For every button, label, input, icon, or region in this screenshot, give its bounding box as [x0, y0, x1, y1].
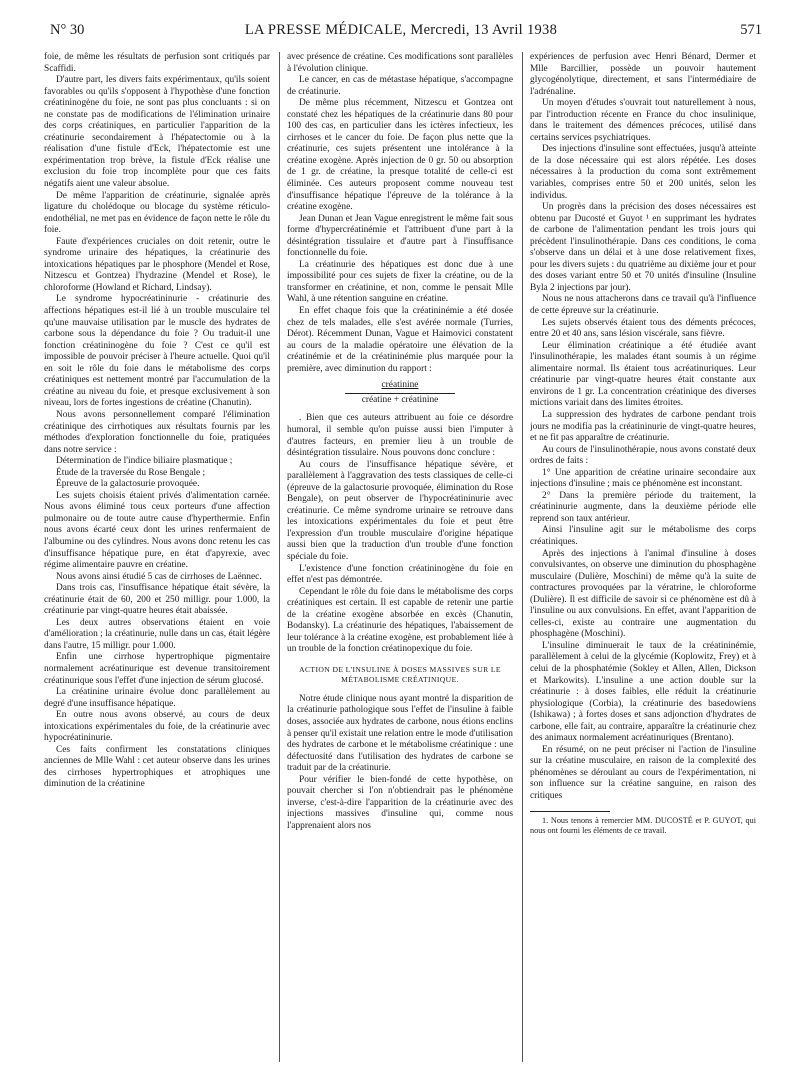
- paragraph: Pour vérifier le bien-fondé de cette hypothèse, on pouvait chercher si l'on n'obtiendrait pas le phénomène inverse, c'est-à-dire l'apparition de la créatinurie avec des injections massives d'insuline qui, comme nous l'apprenaient alors nos: [287, 774, 513, 831]
- text-column-2: [287, 52, 513, 1062]
- paragraph: Au cours de l'insulinothérapie, nous avons constaté deux ordres de faits :: [530, 444, 756, 467]
- ratio-formula: [287, 380, 513, 406]
- paragraph: Notre étude clinique nous ayant montré la disparition de la créatinurie pathologique sous l'effet de l'insuline à faible doses, associée aux hydrates de carbone, nous étions enclins à penser qu'il existait une relation entre le mode d'utilisation des hydrates de carbone et le métabolisme créatinique : une défectuosité dans l'utilisation des hydrates de carbone se traduit par de la créatinurie.: [287, 693, 513, 774]
- paragraph: Le syndrome hypocréatininurie - créatinurie des affections hépatiques est-il lié à un trouble musculaire tel qu'une mauvaise utilisation par le muscle des hydrates de carbone sous la dépendance du foie ? Ou traduit-il une fonction créatininogène du foie ? C'est ce qu'il est impossible de pouvoir préciser à l'heure actuelle. Quoi qu'il en soit le rôle du foie dans le métabolisme des corps créatiniques est nettement montré par l'accumulation de la créatine au niveau du foie, et presque exclusivement à son niveau, lors de fortes ingestions de créatine (Chanutin).: [44, 294, 270, 409]
- paragraph: Enfin une cirrhose hypertrophique pigmentaire normalement acréatinurique est devenue transitoirement créatinurique sous l'effet d'une injection de sérum glucosé.: [44, 652, 270, 686]
- paragraph: Faute d'expériences cruciales on doit retenir, outre le syndrome urinaire des hépatiques, la créatinurie des intoxications hépatiques par le phosphore (Mendel et Rose, Nitzescu et Gontzea) l'hydrazine (Mendel et Rose), le chloroforme (Howland et Richard, Lindsay).: [44, 236, 270, 293]
- paragraph: De même plus récemment, Nitzescu et Gontzea ont constaté chez les hépatiques de la créatinurie dans 80 pour 100 des cas, en particulier dans les ictères infectieux, les cirrhoses et le cancer du foie. De façon plus nette que la créatinurie, ces sujets présentent une intolérance à la créatine exogène. Après injection de 0 gr. 50 ou absorption de 1 gr. de créatine, la presque totalité de celle-ci est éliminée. Ces auteurs proposent comme nouveau test d'insuffisance hépatique l'épreuve de la tolérance à la créatine exogène.: [287, 98, 513, 213]
- paragraph: Cependant le rôle du foie dans le métabolisme des corps créatiniques est certain. Il est capable de retenir une partie de la créatine exogène absorbée en excès (Chanutin, Bodansky). La créatinurie des hépatiques, l'abaissement de leur tolérance à la créatine exogène, est probablement liée à un trouble de la fonction créatinopexique du foie.: [287, 586, 513, 655]
- paragraph: Nous avons personnellement comparé l'élimination créatinique des cirrhotiques aux résultats fournis par les méthodes d'exploration fonctionnelle du foie, pratiquées dans notre service :: [44, 409, 270, 455]
- paragraph: En résumé, on ne peut préciser ni l'action de l'insuline sur la créatine musculaire, en raison de la complexité des phénomènes se déroulant au cours de l'expérimentation, ni son influence sur la créatine sanguine, en raison des critiques: [530, 744, 756, 801]
- paragraph: La suppression des hydrates de carbone pendant trois jours ne modifia pas la créatininurie de vingt-quatre heures, et ne fit pas apparaître de créatinurie.: [530, 409, 756, 444]
- paragraph: La créatinine urinaire évolue donc parallèlement au degré d'une insuffisance hépatique.: [44, 687, 270, 709]
- footnote: 1. Nous tenons à remercier MM. DUCOSTÉ et P. GUYOT, qui nous ont fourni les éléments de ce travail.: [530, 815, 756, 835]
- paragraph: L'existence d'une fonction créatininogène du foie en effet n'est pas démontrée.: [287, 563, 513, 586]
- paragraph: De même l'apparition de créatinurie, signalée après ligature du cholédoque ou blocage du système réticulo-endothélial, ne met pas en évidence de façon nette le rôle du foie.: [44, 190, 270, 236]
- paragraph: En effet chaque fois que la créatininémie a été dosée chez de tels malades, elle s'est avérée normale (Turries, Dérot). Récemment Dunan, Vague et Haimovici constatent au cours de la maladie opératoire une élévation de la créatinémie et de la créatininémie plus marquée pour la première, avec diminution du rapport :: [287, 306, 513, 374]
- paragraph: foie, de même les résultats de perfusion sont critiqués par Scaffidi.: [44, 52, 270, 74]
- paragraph: En outre nous avons observé, au cours de deux intoxications expérimentales du foie, de la créatinurie avec hypocréatininurie.: [44, 710, 270, 744]
- paragraph: Un moyen d'études s'ouvrait tout naturellement à nous, par l'introduction récente en France du choc insulinique, dans le traitement des démences précoces, utilisé dans certains services psychiatriques.: [530, 98, 756, 143]
- paragraph: Nous ne nous attacherons dans ce travail qu'à l'influence de cette épreuve sur la créatinurie.: [530, 294, 756, 317]
- paragraph: Le cancer, en cas de métastase hépatique, s'accompagne de créatinurie.: [287, 75, 513, 97]
- paragraph: Les sujets choisis étaient privés d'alimentation carnée. Nous avons éliminé tous ceux porteurs d'une affection pulmonaire ou de toute autre cause d'hyperthermie. Enfin nous avons écarté ceux dont les urines renfermaient de l'albumine ou des cylindres. Nous avons donc retenu les cas d'insuffisance hépatique pure, en état d'apyrexie, avec régime alimentaire pauvre en créatine.: [44, 490, 270, 571]
- paragraph: Étude de la traversée du Rose Bengale ;: [56, 467, 206, 478]
- column-divider: [522, 52, 523, 1062]
- paragraph: Ainsi l'insuline agit sur le métabolisme des corps créatiniques.: [530, 525, 756, 547]
- paragraph: Ces faits confirment les constatations cliniques anciennes de Mlle Wahl : cet auteur observe dans les urines des cirrhoses hypertrophiques et atrophiques une diminution de la créatinine: [44, 744, 270, 790]
- text-column-1: [44, 52, 270, 1062]
- paragraph: Dans trois cas, l'insuffisance hépatique était sévère, la créatinurie était de 60, 200 et 250 milligr. pour 1.000, la créatinurie par vingt-quatre heures était abaissée.: [44, 583, 270, 617]
- paragraph: . Bien que ces auteurs attribuent au foie ce désordre humoral, il semble qu'on puisse aussi bien l'imputer à d'autres facteurs, en premier lieu à un trouble de désintégration tissulaire. Nous pouvons donc conclure :: [287, 413, 513, 459]
- formula-denominator: créatine + créatinine: [345, 393, 455, 407]
- paragraph: D'autre part, les divers faits expérimentaux, qu'ils soient favorables ou qu'ils s'opposent à l'hypothèse d'une fonction créatininogène du foie, ne sont pas plus concluants : si on ne constate pas de modifications de l'élimination urinaire des corps créatiniques, en particulier l'apparition de la créatinurie secondairement à l'hépatectomie ou à la réalisation d'une fistule d'Eck, l'hépatectomie est une expérimentation trop brève, la fistule d'Eck réalise une exclusion du foie trop incomplète pour que ces faits négatifs aient une valeur absolue.: [44, 75, 270, 190]
- paragraph: Des injections d'insuline sont effectuées, jusqu'à atteinte de la dose nécessaire qui est alors répétée. Les doses nécessaires à la production du coma sont extrêmement variables, comprises entre 50 et 200 unités, selon les individus.: [530, 144, 756, 201]
- section-heading: ACTION DE L'INSULINE À DOSES MASSIVES SUR LE MÉTABOLISME CRÉATINIQUE.: [299, 664, 501, 684]
- paragraph: avec présence de créatine. Ces modifications sont parallèles à l'évolution clinique.: [287, 52, 513, 74]
- running-header: [40, 22, 762, 44]
- paragraph: La créatinurie des hépatiques est donc due à une impossibilité pour ces sujets de fixer la créatine, ou de la transformer en créatinine, et non, comme le pensait Mlle Wahl, à une rétention sanguine en créatine.: [287, 259, 513, 305]
- paragraph: Les deux autres observations étaient en voie d'amélioration ; la créatinurie, nulle dans un cas, était légère dans l'autre, 15 milligr. pour 1.000.: [44, 617, 270, 651]
- paragraph: Nous avons ainsi étudié 5 cas de cirrhoses de Laënnec.: [56, 571, 262, 582]
- formula-numerator: créatinine: [381, 380, 419, 391]
- paragraph: Un progrès dans la précision des doses nécessaires est obtenu par Ducosté et Guyot ¹ en supprimant les hydrates de carbone de l'alimentation pendant les trois jours qui précèdent l'insulinothérapie. Dans ces conditions, le coma s'observe dans un délai et à une dose relativement fixes, pour les divers sujets : du quatrième au dixième jour et pour des doses variant entre 50 et 70 unités d'insuline (Insuline Byla 2 injections par jour).: [530, 202, 756, 293]
- paragraph: Détermination de l'indice biliaire plasmatique ;: [56, 456, 233, 467]
- paragraph: Après des injections à l'animal d'insuline à doses convulsivantes, on observe une diminution du phosphagène musculaire (Dulière, Moschini) de même qu'à la suite de contractures provoquées par la vératrine, le chloroforme (Dulière). Il est difficile de savoir si ce phénomène est dû à l'insuline ou aux convulsions. En effet, avant l'apparition de celles-ci, existe au contraire une augmentation du phosphagène (Moschini).: [530, 548, 756, 640]
- text-column-3: [530, 52, 756, 1062]
- paragraph: 1° Une apparition de créatine urinaire secondaire aux injections d'insuline ; mais ce phénomène est inconstant.: [530, 467, 756, 490]
- journal-title: LA PRESSE MÉDICALE, Mercredi, 13 Avril 1938: [244, 22, 558, 38]
- page-number: 571: [740, 22, 762, 38]
- paragraph: L'insuline diminuerait le taux de la créatininémie, parallèlement à celui de la glycémie (Koplowitz, Frey) et à celui de la phosphatémie (Sokley et Allen, Allen, Dickson et Markowits). L'insuline a une action double sur la créatinurie : à doses faibles, elle réduit la créatinurie physiologique (Corbia), la créatinurie des basedowiens (Ishikawa) ; à fortes doses et sans adjonction d'hydrates de carbone, elle fait, au contraire, apparaître la créatinurie chez des animaux normalement acréatinuriques (Brentano).: [530, 640, 756, 744]
- paragraph: Jean Dunan et Jean Vague enregistrent le même fait sous forme d'hypercréatinémie et l'attribuent d'une part à la désintégration tissulaire et d'autre part à l'insuffisance fonctionnelle du foie.: [287, 213, 513, 259]
- paragraph: expériences de perfusion avec Henri Bénard, Dermer et Mlle Barcillier, possède un pouvoir hautement glycogénolytique, directement, et sans l'intermédiaire de l'adrénaline.: [530, 52, 756, 97]
- paragraph: Au cours de l'insuffisance hépatique sévère, et parallèlement à l'aggravation des tests classiques de celle-ci (épreuve de la galactosurie provoquée, élimination du Rose Bengale), on peut observer de l'hypocréatininurie avec créatinurie. Ce même syndrome urinaire se retrouve dans les intoxications expérimentales du foie et peut être l'expression d'un trouble musculaire d'origine hépatique aussi bien que la traduction d'un trouble d'une fonction spéciale du foie.: [287, 459, 513, 562]
- paragraph: Épreuve de la galactosurie provoquée.: [56, 479, 200, 490]
- issue-number: N° 30: [50, 22, 85, 38]
- paragraph: 2° Dans la première période du traitement, la créatininurie augmente, dans la deuxième période elle reprend son taux antérieur.: [530, 490, 756, 524]
- footnote-rule: [530, 811, 610, 812]
- paragraph: Les sujets observés étaient tous des déments précoces, entre 20 et 40 ans, sans lésion viscérale, sans fièvre.: [530, 317, 756, 340]
- column-divider: [279, 52, 280, 1062]
- paragraph: Leur élimination créatinique a été étudiée avant l'insulinothérapie, les malades étant soumis à un régime alimentaire normal. Ils étaient tous acréatinuriques. Leur créatinurie par vingt-quatre heures était constante aux environs de 1 gr. La concentration créatinique des diverses mictions variait dans des limites étroites.: [530, 340, 756, 409]
